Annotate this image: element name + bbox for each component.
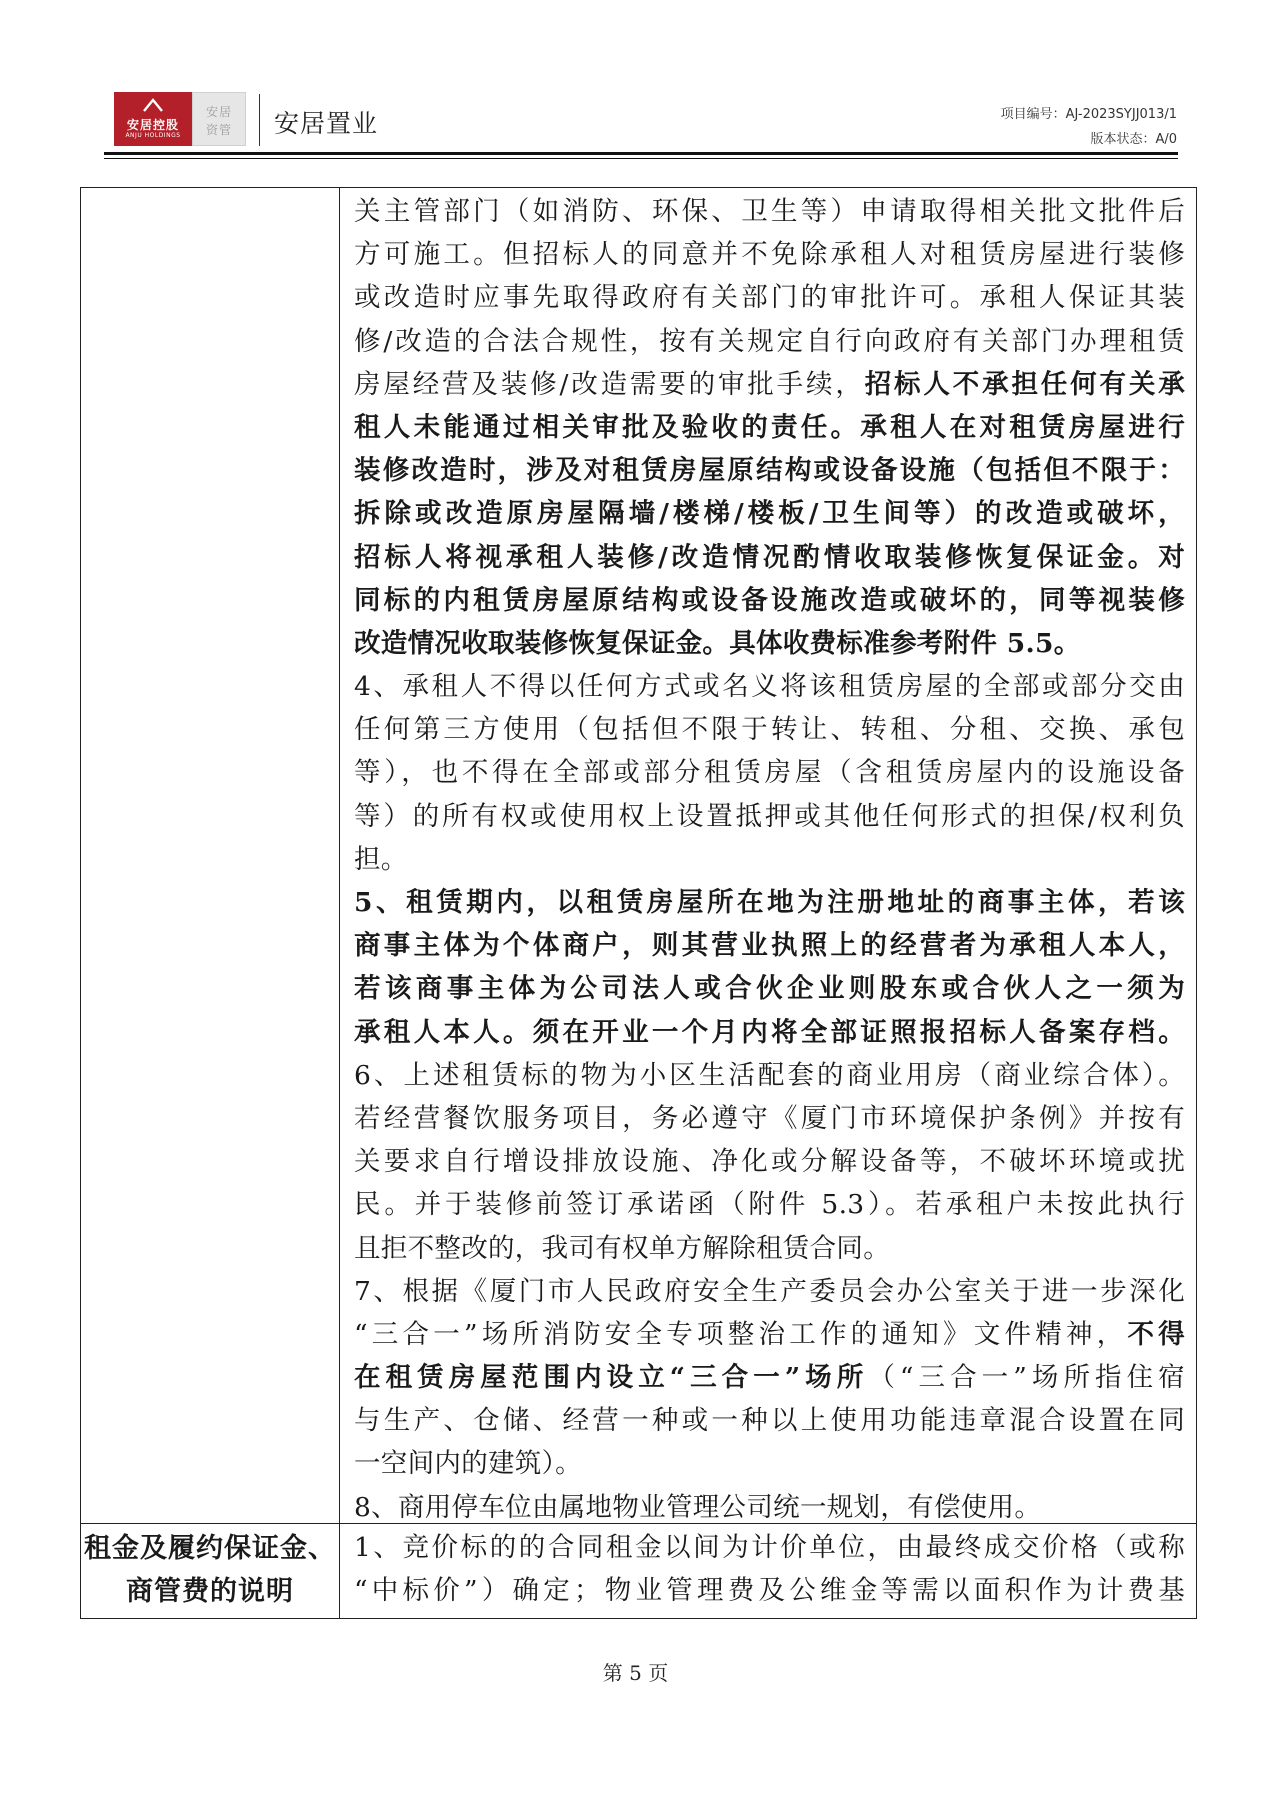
text-line — [354, 967, 1185, 1010]
text-segment: 承租人本人。须在开业一个月内将全部证照报招标人备案存档。 — [354, 1016, 1185, 1048]
text-segment: （“三合一”场所指住宿 — [868, 1362, 1185, 1394]
row1-content-cell — [354, 190, 1185, 1529]
text-segment: 关要求自行增设排放设施、净化或分解设备等，不破坏环境或扰 — [354, 1146, 1185, 1178]
text-line — [354, 190, 1185, 233]
header-divider — [259, 94, 260, 146]
text-line — [354, 492, 1185, 535]
text-segment: 改造情况收取装修恢复保证金。具体收费标准参考附件 5.5。 — [354, 627, 1081, 659]
text-segment: 不得 — [1127, 1318, 1185, 1350]
text-line — [354, 751, 1185, 794]
company-name: 安居置业 — [274, 109, 379, 138]
text-segment: 拆除或改造原房屋隔墙/楼梯/楼板/卫生间等）的改造或破坏， — [354, 498, 1185, 530]
text-segment: 等），也不得在全部或部分租赁房屋（含租赁房屋内的设施设备 — [354, 757, 1185, 789]
text-line — [354, 276, 1185, 319]
text-segment: 同标的内租赁房屋原结构或设备设施改造或破坏的，同等视装修 — [354, 584, 1185, 616]
text-segment: 在租赁房屋范围内设立“三合一”场所 — [354, 1362, 869, 1394]
logo-en-text: ANJU HOLDINGS — [125, 132, 181, 139]
text-segment: 房屋经营及装修/改造需要的审批手续， — [354, 368, 865, 400]
roof-icon — [143, 98, 163, 112]
text-segment: 担。 — [354, 843, 408, 875]
anju-holdings-logo — [114, 92, 192, 146]
text-segment: 修/改造的合法合规性，按有关规定自行向政府有关部门办理租赁 — [354, 325, 1185, 357]
text-segment: 民。并于装修前签订承诺函（附件 5.3）。若承租户未按此执行 — [354, 1189, 1185, 1221]
row2-content-cell — [354, 1526, 1185, 1612]
text-segment: 招标人将视承租人装修/改造情况酌情收取装修恢复保证金。对 — [354, 541, 1185, 573]
text-line — [354, 363, 1185, 406]
version-status: 版本状态：A/0 — [1090, 132, 1177, 147]
text-line — [354, 579, 1185, 622]
text-line — [354, 795, 1185, 838]
text-line — [354, 881, 1185, 924]
logo-side-line2: 资管 — [205, 123, 232, 137]
page-header — [0, 0, 1271, 170]
text-line — [354, 1270, 1185, 1313]
text-segment: 8、商用停车位由属地物业管理公司统一规划，有偿使用。 — [354, 1491, 1042, 1523]
text-segment: “中标价”）确定；物业管理费及公维金等需以面积作为计费基 — [354, 1575, 1185, 1607]
text-line — [354, 320, 1185, 363]
text-line — [354, 449, 1185, 492]
text-line — [354, 1526, 1185, 1569]
text-segment: 商事主体为个体商户，则其营业执照上的经营者为承租人本人， — [354, 930, 1185, 962]
text-segment: “三合一”场所消防安全专项整治工作的通知》文件精神， — [354, 1318, 1128, 1350]
text-line — [354, 708, 1185, 751]
project-number: 项目编号：AJ-2023SYJJ013/1 — [1000, 107, 1177, 122]
text-segment: 关主管部门（如消防、环保、卫生等）申请取得相关批文批件后 — [354, 196, 1185, 227]
text-segment: 6、上述租赁标的物为小区生活配套的商业用房（商业综合体）。 — [354, 1059, 1185, 1091]
text-segment: 1、竞价标的的合同租金以间为计价单位，由最终成交价格（或称 — [354, 1532, 1185, 1563]
row2-label-line2: 商管费的说明 — [126, 1576, 294, 1607]
text-line — [354, 233, 1185, 276]
text-line — [354, 1011, 1185, 1054]
text-line — [354, 1097, 1185, 1140]
text-line — [354, 1140, 1185, 1183]
text-segment: 4、承租人不得以任何方式或名义将该租赁房屋的全部或部分交由 — [354, 671, 1185, 703]
text-line — [354, 1227, 1185, 1270]
text-segment: 若该商事主体为公司法人或合伙企业则股东或合伙人之一须为 — [354, 973, 1185, 1005]
text-line — [354, 1356, 1185, 1399]
text-segment: 若经营餐饮服务项目，务必遵守《厦门市环境保护条例》并按有 — [354, 1102, 1185, 1134]
text-line — [354, 1054, 1185, 1097]
text-segment: 或改造时应事先取得政府有关部门的审批许可。承租人保证其装 — [354, 282, 1185, 314]
text-segment: 等）的所有权或使用权上设置抵押或其他任何形式的担保/权利负 — [354, 800, 1185, 832]
text-line — [354, 406, 1185, 449]
text-line — [354, 1313, 1185, 1356]
text-line — [354, 1569, 1185, 1612]
text-segment: 5、租赁期内，以租赁房屋所在地为注册地址的商事主体，若该 — [354, 887, 1185, 918]
header-rule-thick — [104, 152, 1178, 155]
text-segment: 与生产、仓储、经营一种或一种以上使用功能违章混合设置在同 — [354, 1405, 1185, 1437]
column-divider — [339, 188, 340, 1618]
text-segment: 任何第三方使用（包括但不限于转让、转租、分租、交换、承包 — [354, 714, 1185, 746]
page-number: 第 5 页 — [602, 1661, 669, 1685]
asset-management-logo — [192, 92, 246, 146]
text-segment: 租人未能通过相关审批及验收的责任。承租人在对租赁房屋进行 — [354, 411, 1185, 443]
text-segment: 装修改造时，涉及对租赁房屋原结构或设备设施（包括但不限于： — [354, 455, 1185, 487]
text-segment: 7、根据《厦门市人民政府安全生产委员会办公室关于进一步深化 — [354, 1275, 1185, 1307]
text-line — [354, 536, 1185, 579]
text-line — [354, 924, 1185, 967]
logo-cn-text: 安居控股 — [126, 118, 179, 132]
row2-label-line1: 租金及履约保证金、 — [84, 1533, 336, 1564]
text-line — [354, 1486, 1185, 1529]
text-line — [354, 1183, 1185, 1226]
document-table — [80, 187, 1197, 1619]
logo-side-line1: 安居 — [205, 105, 232, 119]
text-segment: 一空间内的建筑）。 — [354, 1448, 582, 1480]
text-line — [354, 838, 1185, 881]
text-segment: 方可施工。但招标人的同意并不免除承租人对租赁房屋进行装修 — [354, 239, 1185, 271]
text-line — [354, 1442, 1185, 1485]
header-rule-thin — [104, 158, 1178, 159]
text-segment: 且拒不整改的，我司有权单方解除租赁合同。 — [354, 1232, 890, 1264]
text-segment: 招标人不承担任何有关承 — [864, 368, 1185, 400]
text-line — [354, 665, 1185, 708]
text-line — [354, 1399, 1185, 1442]
text-line — [354, 622, 1185, 665]
